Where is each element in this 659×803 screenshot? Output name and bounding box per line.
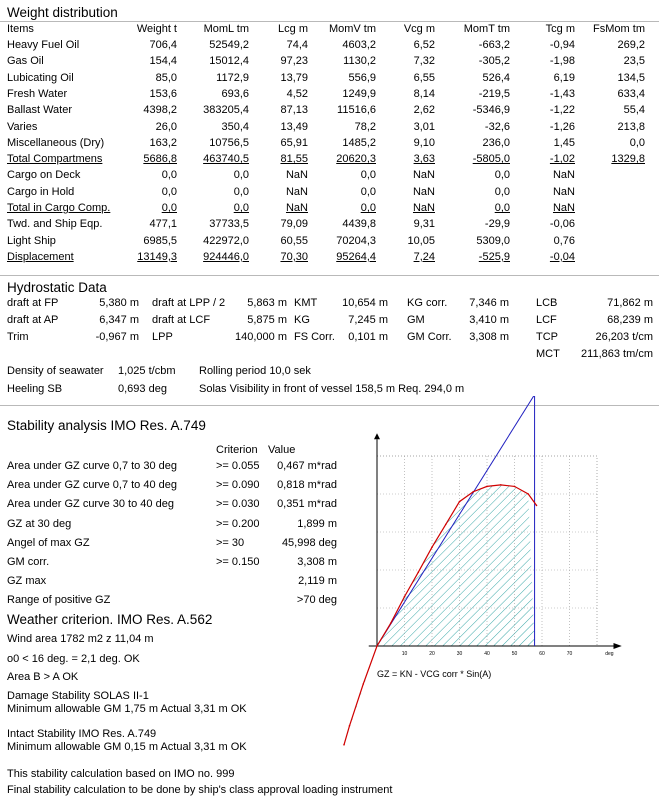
gz-point <box>527 493 529 495</box>
table-cell: 65,91 <box>280 136 308 149</box>
table-row <box>7 186 657 202</box>
item-label: Heavy Fuel Oil <box>7 39 80 51</box>
positive-area-hatch <box>377 485 535 646</box>
table-row <box>7 218 657 234</box>
table-cell: 0,0 <box>360 185 376 198</box>
table-cell: 6985,5 <box>143 234 177 247</box>
table-cell: 5309,0 <box>476 234 510 247</box>
hydro-value: 3,308 m <box>469 331 509 343</box>
item-label: Twd. and Ship Eqp. <box>7 218 103 231</box>
table-cell: -1,22 <box>549 104 575 117</box>
table-row <box>7 153 657 169</box>
criterion-label: GM corr. <box>7 556 50 568</box>
weight-distribution-title: Weight distribution <box>7 5 118 20</box>
table-cell: 0,0 <box>233 169 249 182</box>
table-cell: -1,98 <box>549 55 575 68</box>
table-cell: NaN <box>412 169 435 182</box>
table-cell: 52549,2 <box>209 39 249 51</box>
x-tick-label: 50 <box>511 651 518 657</box>
item-label: Total in Cargo Comp. <box>7 202 111 214</box>
criterion-label: GZ max <box>7 575 47 588</box>
table-cell: -219,5 <box>478 87 510 100</box>
gz-curve-chart <box>285 396 650 792</box>
criterion-threshold: >= 0.200 <box>216 517 260 530</box>
item-label: Miscellaneous (Dry) <box>7 136 105 149</box>
solas-visibility: Solas Visibility in front of vessel 158,5 m Req. 294,0 m <box>199 383 465 395</box>
hydro-label: FS Corr. <box>294 331 335 343</box>
table-cell: 87,13 <box>280 104 308 117</box>
criterion-value: 1,899 m <box>297 517 337 530</box>
gz-point <box>472 491 474 493</box>
table-cell: 350,4 <box>221 120 249 133</box>
intact-stability-text: Minimum allowable GM 0,15 m Actual 3,31 m OK <box>7 741 247 753</box>
table-cell: MomT tm <box>463 23 510 35</box>
criterion-label: Area under GZ curve 30 to 40 deg <box>7 498 174 511</box>
item-label: Varies <box>7 120 38 133</box>
criterion-value: 3,308 m <box>297 556 337 568</box>
x-tick-label: 60 <box>539 651 545 657</box>
table-cell: 556,9 <box>348 71 376 84</box>
table-row <box>7 88 657 104</box>
table-cell: 7,32 <box>413 55 435 68</box>
table-cell: Tcg m <box>545 23 575 35</box>
x-tick-label: 10 <box>401 651 408 657</box>
damage-stability-title: Damage Stability SOLAS II-1 <box>7 690 149 702</box>
table-cell: -1,26 <box>549 120 575 133</box>
table-cell: 79,09 <box>280 218 308 231</box>
hydro-value: 7,346 m <box>469 297 509 309</box>
table-cell: -525,9 <box>478 250 510 263</box>
table-cell: 7,24 <box>413 250 435 263</box>
section-divider <box>0 275 659 276</box>
table-cell: 95264,4 <box>336 250 376 263</box>
value-header: Value <box>268 444 296 456</box>
table-cell: 1130,2 <box>343 55 376 68</box>
table-cell: 0,0 <box>629 136 645 149</box>
hydro-value: 26,203 t/cm <box>595 331 653 343</box>
hydro-label: KG <box>294 314 310 326</box>
table-cell: 4603,2 <box>342 39 376 51</box>
table-cell: 0,0 <box>494 169 510 182</box>
criterion-value: >70 deg <box>296 594 337 607</box>
table-cell: 6,52 <box>413 39 435 51</box>
table-cell: 0,0 <box>161 169 177 182</box>
table-cell: 236,0 <box>482 136 510 149</box>
section-divider <box>0 21 659 22</box>
weather-line: Area B > A OK <box>7 671 79 683</box>
criterion-value: 0,818 m*rad <box>277 479 337 492</box>
hydro-value: 71,862 m <box>607 297 653 309</box>
table-cell: 1172,9 <box>216 71 249 84</box>
table-cell: 383205,4 <box>203 104 249 117</box>
table-row <box>7 202 657 218</box>
item-label: Cargo in Hold <box>7 185 75 198</box>
table-cell: 97,23 <box>280 55 308 68</box>
table-cell: 2,62 <box>413 104 435 117</box>
criterion-value: 0,467 m*rad <box>277 460 337 472</box>
hydro-value: 3,410 m <box>469 314 509 326</box>
table-cell: 0,0 <box>233 185 249 198</box>
table-cell: 154,4 <box>149 55 177 68</box>
table-cell: 74,4 <box>286 39 308 51</box>
criterion-label: Area under GZ curve 0,7 to 30 deg <box>7 460 177 472</box>
hydro-label: LCF <box>536 314 557 326</box>
hydro-value: 10,654 m <box>342 297 388 309</box>
table-cell: 924446,0 <box>203 250 249 263</box>
table-cell: -0,94 <box>549 39 575 51</box>
table-cell: 633,4 <box>617 87 645 100</box>
rolling-period: Rolling period 10,0 sek <box>199 365 311 377</box>
hydro-value: 0,101 m <box>348 331 388 343</box>
gz-point <box>343 744 345 746</box>
x-tick-label: 40 <box>484 651 490 657</box>
hydro-label: draft at AP <box>7 314 59 326</box>
table-cell: 26,0 <box>155 120 177 133</box>
item-label: Items <box>7 23 34 35</box>
table-cell: 85,0 <box>155 71 177 84</box>
gz-point <box>445 524 447 526</box>
hydro-label: GM <box>407 314 425 326</box>
table-cell: 0,0 <box>360 169 376 182</box>
x-tick-label: 30 <box>456 651 463 657</box>
item-label: Cargo on Deck <box>7 169 81 182</box>
table-cell: 0,0 <box>360 202 376 214</box>
table-cell: NaN <box>285 169 308 182</box>
table-row <box>7 169 657 185</box>
table-cell: -305,2 <box>478 55 510 68</box>
heeling-label: Heeling SB <box>7 383 63 395</box>
density-value: 1,025 t/cbm <box>118 365 176 377</box>
table-cell: -5805,0 <box>472 153 510 166</box>
hydro-label: draft at FP <box>7 297 59 309</box>
gz-point <box>459 501 461 503</box>
x-axis-label: deg <box>605 651 614 657</box>
table-cell: 1,45 <box>553 136 575 149</box>
table-cell: 0,0 <box>161 185 177 198</box>
table-cell: NaN <box>552 169 575 182</box>
hydro-value: 6,347 m <box>99 314 139 326</box>
table-cell: -0,04 <box>549 250 575 263</box>
table-cell: 163,2 <box>149 136 177 149</box>
heeling-value: 0,693 deg <box>118 383 167 395</box>
table-cell: NaN <box>552 202 575 214</box>
table-row <box>7 104 657 120</box>
footer-note: Final stability calculation to be done by ship's class approval loading instrument <box>7 784 393 796</box>
table-cell: -5346,9 <box>472 104 510 117</box>
table-cell: 269,2 <box>617 39 645 51</box>
table-cell: 20620,3 <box>336 153 376 166</box>
table-cell: 9,31 <box>413 218 435 231</box>
table-row <box>7 251 657 267</box>
table-cell: 60,55 <box>280 234 308 247</box>
gz-point <box>362 683 364 685</box>
gz-point <box>417 571 419 573</box>
gz-point <box>376 645 378 647</box>
table-cell: Weight t <box>136 23 177 35</box>
table-cell: 4398,2 <box>143 104 177 117</box>
table-cell: 213,8 <box>617 120 645 133</box>
table-cell: 1329,8 <box>611 153 645 166</box>
criterion-threshold: >= 30 <box>216 536 245 549</box>
table-row <box>7 72 657 88</box>
table-cell: 10756,5 <box>209 136 249 149</box>
table-cell: 134,5 <box>617 71 645 84</box>
table-row <box>7 137 657 153</box>
item-label: Displacement <box>7 250 74 263</box>
table-cell: 37733,5 <box>209 218 249 231</box>
criterion-label: Range of positive GZ <box>7 594 111 607</box>
gz-point <box>536 505 538 507</box>
gz-point <box>500 484 502 486</box>
table-cell: Vcg m <box>403 23 435 35</box>
criterion-threshold: >= 0.030 <box>216 498 260 511</box>
table-cell: 10,05 <box>407 234 435 247</box>
x-tick-label: 70 <box>566 651 573 657</box>
table-cell: NaN <box>285 202 308 214</box>
table-cell: MomL tm <box>203 23 249 35</box>
damage-stability-text: Minimum allowable GM 1,75 m Actual 3,31 m OK <box>7 703 247 715</box>
item-label: Fresh Water <box>7 87 68 100</box>
table-cell: 5686,8 <box>143 153 177 166</box>
y-axis-arrow <box>374 433 380 439</box>
table-cell: -1,43 <box>549 87 575 100</box>
table-cell: NaN <box>552 185 575 198</box>
hydro-label: GM Corr. <box>407 331 452 343</box>
table-cell: 9,10 <box>413 136 435 149</box>
table-cell: 422972,0 <box>203 234 249 247</box>
weather-line: o0 < 16 deg. = 2,1 deg. OK <box>7 653 140 665</box>
table-cell: 3,63 <box>413 153 435 166</box>
table-cell: 15012,4 <box>209 55 249 68</box>
hydro-value: 5,875 m <box>247 314 287 326</box>
table-cell: 526,4 <box>482 71 510 84</box>
hydro-value: 7,245 m <box>348 314 388 326</box>
table-cell: 0,76 <box>553 234 575 247</box>
table-cell: -29,9 <box>484 218 510 231</box>
hydro-label: draft at LPP / 2 <box>152 297 226 309</box>
gz-point <box>349 725 351 727</box>
table-cell: -663,2 <box>478 39 510 51</box>
table-cell: 0,0 <box>161 202 177 214</box>
hydro-value: 140,000 m <box>235 331 287 343</box>
table-cell: 13149,3 <box>137 250 177 263</box>
table-cell: NaN <box>412 202 435 214</box>
hydro-label: TCP <box>536 331 558 343</box>
table-row <box>7 121 657 137</box>
criterion-threshold: >= 0.090 <box>216 479 260 492</box>
table-cell: 3,01 <box>413 120 435 133</box>
gz-point <box>486 486 488 488</box>
criterion-value: 45,998 deg <box>281 536 337 549</box>
gz-point <box>431 546 433 548</box>
table-cell: 0,0 <box>233 202 249 214</box>
table-cell: 6,55 <box>413 71 435 84</box>
table-cell: 55,4 <box>623 104 645 117</box>
table-cell: 477,1 <box>149 218 177 231</box>
table-cell: Lcg m <box>278 23 308 35</box>
table-cell: 693,6 <box>221 87 249 100</box>
table-cell: MomV tm <box>328 23 376 35</box>
item-label: Light Ship <box>7 234 56 247</box>
criterion-value: 0,351 m*rad <box>277 498 337 511</box>
table-cell: 0,0 <box>494 185 510 198</box>
table-cell: 81,55 <box>280 153 308 166</box>
table-row <box>7 39 657 55</box>
table-cell: 4,52 <box>286 87 308 100</box>
table-cell: 13,79 <box>280 71 308 84</box>
criterion-label: Angel of max GZ <box>7 536 90 549</box>
item-label: Gas Oil <box>7 55 44 68</box>
hydro-label: MCT <box>536 348 560 360</box>
weather-criterion-title: Weather criterion. IMO Res. A.562 <box>7 612 213 627</box>
gz-formula-label: GZ = KN - VCG corr * Sin(A) <box>377 669 492 679</box>
item-label: Lubicating Oil <box>7 71 74 84</box>
gz-point <box>390 622 392 624</box>
criterion-value: 2,119 m <box>298 575 337 588</box>
table-cell: 70204,3 <box>336 234 376 247</box>
hydro-label: KMT <box>294 297 318 309</box>
table-cell: NaN <box>412 185 435 198</box>
density-label: Density of seawater <box>7 365 104 377</box>
table-cell: 11516,6 <box>337 104 376 117</box>
criterion-label: Area under GZ curve 0,7 to 40 deg <box>7 479 177 492</box>
table-row <box>7 235 657 251</box>
x-tick-label: 20 <box>429 651 435 657</box>
hydrostatic-data-title: Hydrostatic Data <box>7 280 107 295</box>
table-cell: -0,06 <box>549 218 575 231</box>
footer-note: This stability calculation based on IMO no. 999 <box>7 768 235 780</box>
table-cell: 23,5 <box>623 55 645 68</box>
hydro-value: 5,863 m <box>247 297 287 309</box>
criterion-label: GZ at 30 deg <box>7 517 72 530</box>
table-cell: FsMom tm <box>593 23 645 35</box>
table-cell: 1249,9 <box>342 87 376 100</box>
weather-line: Wind area 1782 m2 z 11,04 m <box>7 633 154 645</box>
intact-stability-title: Intact Stability IMO Res. A.749 <box>7 728 157 740</box>
criterion-threshold: >= 0.150 <box>216 556 260 568</box>
hydro-label: LCB <box>536 297 558 309</box>
table-cell: 153,6 <box>149 87 177 100</box>
table-cell: 0,0 <box>494 202 510 214</box>
stability-analysis-title: Stability analysis IMO Res. A.749 <box>7 418 206 433</box>
item-label: Total Compartmens <box>7 153 103 166</box>
table-cell: NaN <box>285 185 308 198</box>
table-cell: 78,2 <box>354 120 376 133</box>
table-cell: 70,30 <box>280 250 308 263</box>
table-cell: 8,14 <box>413 87 435 100</box>
criterion-header: Criterion <box>216 444 258 456</box>
hydro-label: draft at LCF <box>152 314 211 326</box>
hydro-value: 5,380 m <box>99 297 139 309</box>
table-cell: 6,19 <box>553 71 575 84</box>
hydro-value: 68,239 m <box>607 314 653 326</box>
hydro-value: -0,967 m <box>95 331 139 343</box>
table-cell: 463740,5 <box>203 153 249 166</box>
table-cell: 4439,8 <box>342 218 376 231</box>
criterion-threshold: >= 0.055 <box>216 460 260 472</box>
table-row <box>7 55 657 71</box>
table-cell: 1485,2 <box>342 136 376 149</box>
table-header-row <box>7 23 657 39</box>
hydro-label: KG corr. <box>407 297 448 309</box>
hydro-label: Trim <box>7 331 29 343</box>
table-cell: -32,6 <box>484 120 510 133</box>
table-cell: 706,4 <box>149 39 177 51</box>
hydro-label: LPP <box>152 331 173 343</box>
gz-point <box>514 486 516 488</box>
gz-point <box>404 596 406 598</box>
table-cell: 13,49 <box>280 120 308 133</box>
table-cell: -1,02 <box>549 153 575 166</box>
hydro-value: 211,863 tm/cm <box>581 348 653 360</box>
x-axis-arrow <box>614 643 622 649</box>
item-label: Ballast Water <box>7 104 73 117</box>
